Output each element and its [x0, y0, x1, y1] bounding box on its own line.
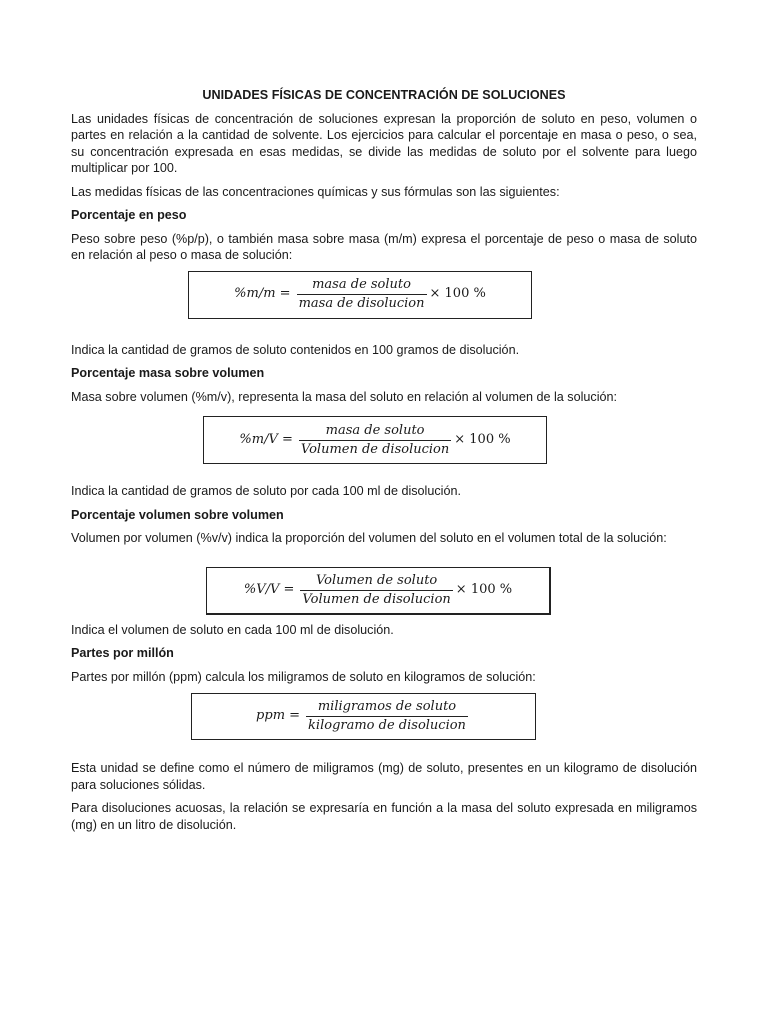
section-note-masa-volumen: Indica la cantidad de gramos de soluto por cada 100 ml de disolución.: [71, 484, 461, 498]
section-heading-volumen-volumen: Porcentaje volumen sobre volumen: [71, 507, 284, 522]
section-heading-ppm: Partes por millón: [71, 646, 174, 660]
closing-paragraph: Para disoluciones acuosas, la relación se expresaría en función a la masa del soluto expresada en miligramos (mg) en un litro de disolución.: [71, 801, 697, 832]
formula-box-mv: [203, 416, 547, 464]
section-note-peso: Indica la cantidad de gramos de soluto contenidos en 100 gramos de disolución.: [71, 342, 520, 357]
section-heading-peso: Porcentaje en peso: [71, 208, 187, 222]
formula-lhs: %V/V =: [243, 581, 295, 597]
section-note-volumen-volumen: Indica el volumen de soluto en cada 100 ml de disolución.: [71, 622, 394, 637]
formula-rhs: × 100 %: [455, 581, 513, 597]
intro-paragraph: Las unidades físicas de concentración de soluciones expresan la proporción de soluto en peso, volumen o partes en relación a la cantidad de solvente. Los ejercicios para calcular el porcentaje en masa o peso, o sea, su concentración expresada en esas medidas, se divide las medidas de soluto por el solvente para luego multiplicar por 100.: [71, 111, 697, 175]
formula-numerator: masa de soluto: [312, 277, 411, 292]
formula-rhs: × 100 %: [454, 431, 511, 447]
formula-fraction: [297, 277, 427, 312]
formula-numerator: masa de soluto: [325, 422, 425, 438]
formula-box-ppm: [191, 693, 536, 740]
formula-box-vv: [206, 567, 551, 615]
formula-denominator: kilogramo de disolucion: [308, 718, 466, 733]
section-description-masa-volumen: Masa sobre volumen (%m/v), representa la masa del soluto en relación al volumen de la solución:: [71, 389, 618, 404]
formula-denominator: Volumen de disolucion: [300, 441, 450, 457]
formula-denominator: masa de disolucion: [298, 296, 425, 311]
formula-numerator: Volumen de soluto: [315, 572, 438, 588]
formula-rhs: × 100 %: [429, 286, 486, 302]
formula-lhs: %m/m =: [234, 286, 291, 302]
intro-list-lead: Las medidas físicas de las concentraciones químicas y sus fórmulas son las siguientes:: [71, 184, 560, 199]
section-description-peso: Peso sobre peso (%p/p), o también masa sobre masa (m/m) expresa el porcentaje de peso o masa de soluto en relación al peso o masa de solución:: [71, 231, 697, 262]
document-page: [71, 87, 697, 840]
section-heading-masa-volumen: Porcentaje masa sobre volumen: [71, 366, 265, 380]
document-title: UNIDADES FÍSICAS DE CONCENTRACIÓN DE SOLUCIONES: [202, 88, 566, 102]
formula-lhs: ppm =: [256, 708, 301, 724]
section-description-volumen-volumen: Volumen por volumen (%v/v) indica la proporción del volumen del soluto en el volumen total de la solución:: [71, 531, 667, 545]
formula-denominator: Volumen de disolucion: [302, 591, 451, 607]
section-note-ppm: Esta unidad se define como el número de miligramos (mg) de soluto, presentes en un kilogramo de disolución para soluciones sólidas.: [71, 761, 697, 792]
formula-fraction: [300, 573, 452, 608]
section-description-ppm: Partes por millón (ppm) calcula los miligramos de soluto en kilogramos de solución:: [71, 669, 536, 684]
formula-numerator: miligramos de soluto: [317, 699, 457, 714]
formula-lhs: %m/V =: [239, 431, 293, 447]
formula-fraction: [306, 699, 468, 734]
formula-fraction: [299, 423, 451, 458]
formula-box-mm: [188, 271, 532, 319]
